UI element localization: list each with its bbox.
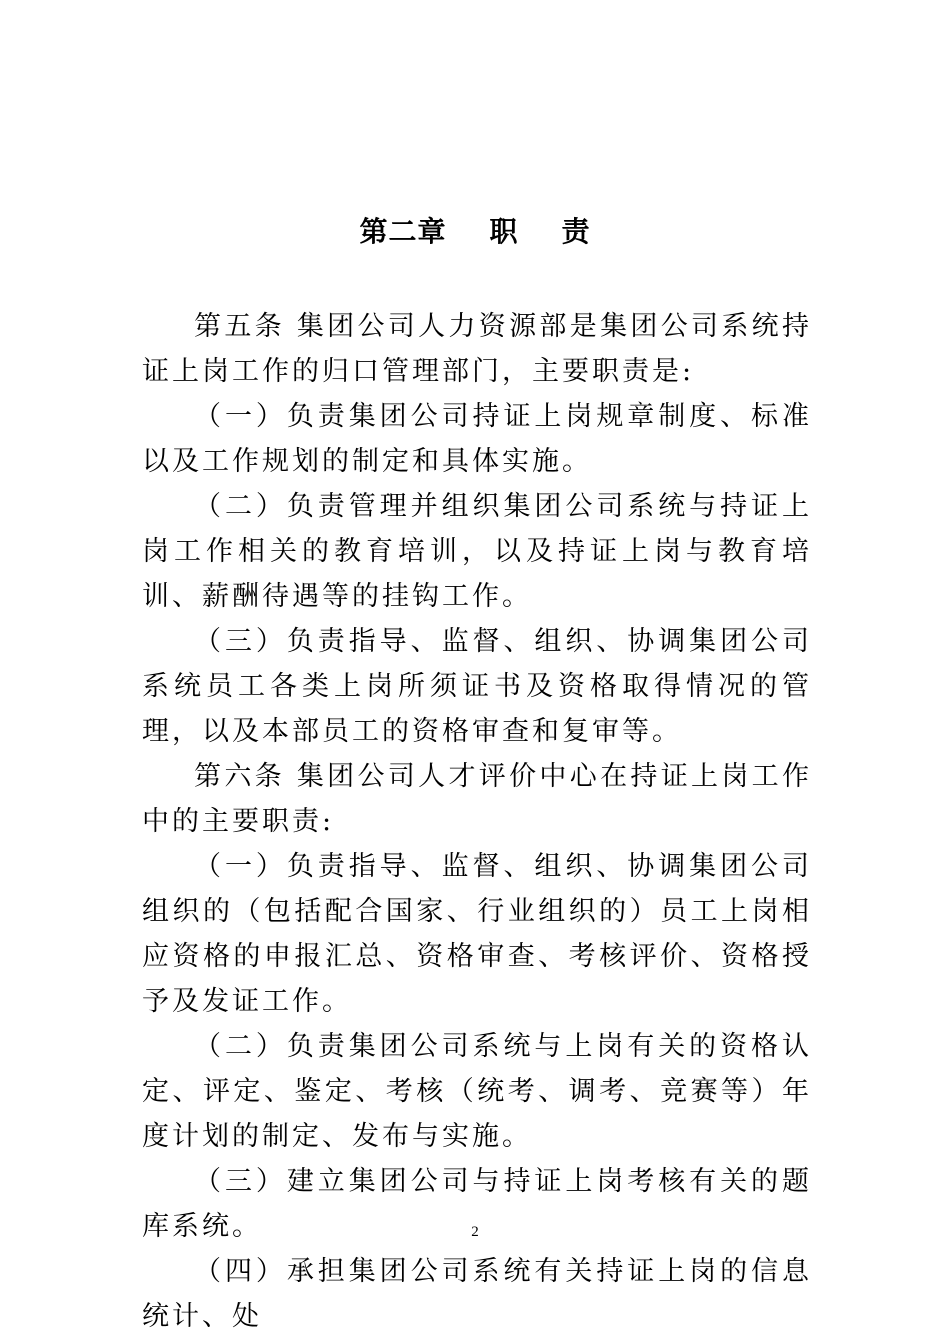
article-5-item-3: （三）负责指导、监督、组织、协调集团公司系统员工各类上岗所须证书及资格取得情况的管理，以及本部员工的资格审查和复审等。 (142, 626, 812, 747)
article-5-item-1: （一）负责集团公司持证上岗规章制度、标准以及工作规划的制定和具体实施。 (142, 401, 812, 477)
article-6-item-1: （一）负责指导、监督、组织、协调集团公司组织的（包括配合国家、行业组织的）员工上岗相应资格的申报汇总、资格审查、考核评价、资格授予及发证工作。 (142, 851, 812, 1017)
article-5-paragraph: 第五条 集团公司人力资源部是集团公司系统持证上岗工作的归口管理部门，主要职责是: (142, 311, 812, 387)
page-number: 2 (471, 1224, 479, 1240)
document-body (142, 304, 812, 1339)
article-6-paragraph: 第六条 集团公司人才评价中心在持证上岗工作中的主要职责: (142, 761, 812, 837)
article-6-item-4: （四）承担集团公司系统有关持证上岗的信息统计、处 (142, 1256, 812, 1332)
chapter-title: 第二章 职 责 (359, 215, 591, 248)
article-6-item-3: （三）建立集团公司与持证上岗考核有关的题库系统。 (142, 1166, 812, 1242)
article-6-item-2: （二）负责集团公司系统与上岗有关的资格认定、评定、鉴定、考核（统考、调考、竞赛等）年度计划的制定、发布与实施。 (142, 1031, 812, 1152)
article-5-item-2: （二）负责管理并组织集团公司系统与持证上岗工作相关的教育培训，以及持证上岗与教育培训、薪酬待遇等的挂钩工作。 (142, 491, 812, 612)
